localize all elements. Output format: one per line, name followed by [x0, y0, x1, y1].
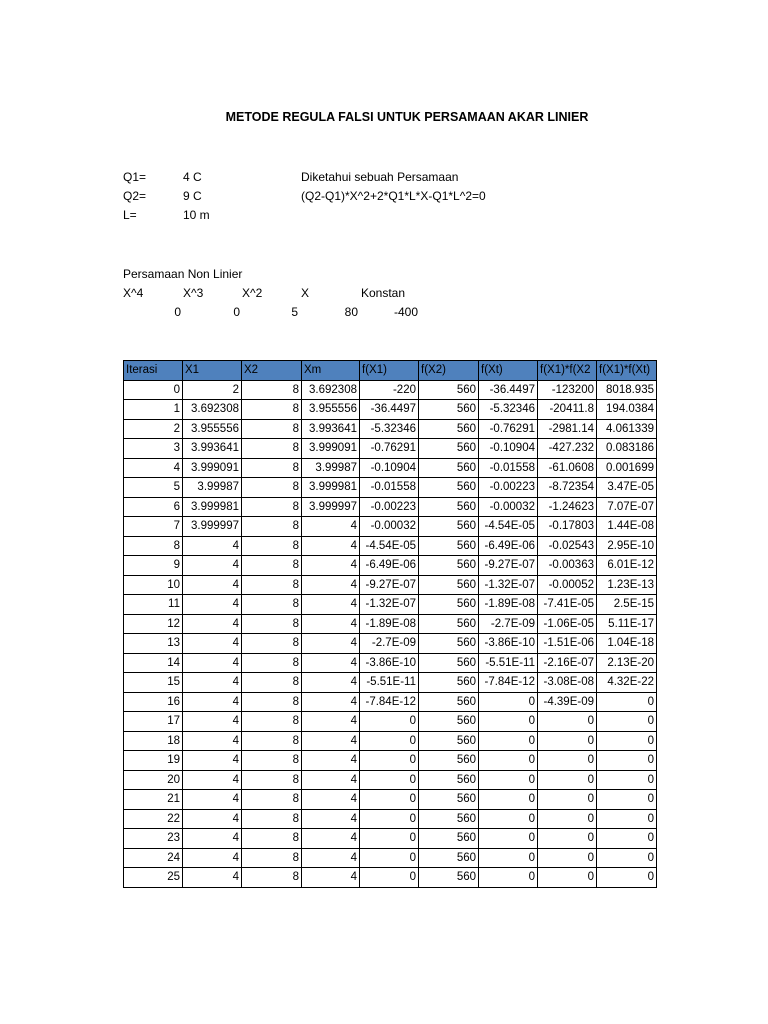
- table-cell: 8: [242, 790, 302, 810]
- table-cell: -1.32E-07: [360, 595, 419, 615]
- table-cell: 560: [419, 848, 479, 868]
- table-cell: 1.23E-13: [597, 575, 657, 595]
- table-cell: 5: [124, 478, 183, 498]
- table-cell: 0: [479, 731, 538, 751]
- table-cell: 0.001699: [597, 458, 657, 478]
- table-cell: 8: [242, 712, 302, 732]
- table-cell: 560: [419, 712, 479, 732]
- table-cell: 560: [419, 439, 479, 459]
- table-cell: 4: [302, 848, 360, 868]
- table-cell: 560: [419, 751, 479, 771]
- table-cell: 5.11E-17: [597, 614, 657, 634]
- table-row: [124, 536, 657, 556]
- column-header: f(Xt): [479, 361, 538, 381]
- table-row: [124, 439, 657, 459]
- table-cell: 0: [597, 790, 657, 810]
- table-cell: 4: [302, 595, 360, 615]
- table-row: [124, 790, 657, 810]
- table-cell: -6.49E-06: [479, 536, 538, 556]
- table-cell: 0: [538, 731, 597, 751]
- table-cell: 0: [538, 712, 597, 732]
- table-cell: 2: [183, 380, 242, 400]
- table-cell: 560: [419, 419, 479, 439]
- term-x2: X^2: [242, 286, 263, 300]
- param-value-l: 10 m: [183, 208, 210, 222]
- table-cell: 3.999981: [302, 478, 360, 498]
- table-cell: 13: [124, 634, 183, 654]
- column-header: f(X1): [360, 361, 419, 381]
- table-cell: 4: [302, 751, 360, 771]
- table-cell: 0: [360, 790, 419, 810]
- table-cell: 0: [538, 868, 597, 888]
- table-cell: 0: [597, 848, 657, 868]
- table-cell: -36.4497: [360, 400, 419, 420]
- table-cell: 560: [419, 380, 479, 400]
- column-header: f(X1)*f(X2: [538, 361, 597, 381]
- table-cell: 8: [242, 497, 302, 517]
- table-cell: -4.54E-05: [360, 536, 419, 556]
- table-cell: -0.10904: [479, 439, 538, 459]
- table-cell: 4: [183, 595, 242, 615]
- table-cell: 4: [302, 692, 360, 712]
- table-cell: 20: [124, 770, 183, 790]
- table-cell: 4: [302, 829, 360, 849]
- table-cell: 0: [479, 848, 538, 868]
- table-cell: -3.86E-10: [479, 634, 538, 654]
- table-cell: 4: [183, 790, 242, 810]
- table-cell: -0.00223: [479, 478, 538, 498]
- table-cell: 4: [183, 770, 242, 790]
- coef-x2: 5: [291, 305, 298, 319]
- table-row: [124, 848, 657, 868]
- table-cell: 560: [419, 614, 479, 634]
- table-cell: 560: [419, 692, 479, 712]
- table-header-row: [124, 361, 657, 381]
- table-cell: 8: [242, 673, 302, 693]
- table-cell: 7.07E-07: [597, 497, 657, 517]
- table-cell: 8: [242, 478, 302, 498]
- table-cell: -2981.14: [538, 419, 597, 439]
- table-cell: -3.08E-08: [538, 673, 597, 693]
- table-cell: 8: [242, 634, 302, 654]
- table-cell: 0: [479, 868, 538, 888]
- table-cell: 4: [183, 556, 242, 576]
- table-cell: 560: [419, 673, 479, 693]
- table-cell: 8: [242, 458, 302, 478]
- table-row: [124, 712, 657, 732]
- column-header: f(X2): [419, 361, 479, 381]
- table-cell: 8: [242, 868, 302, 888]
- coef-x: 80: [344, 305, 358, 319]
- table-cell: 3.99987: [183, 478, 242, 498]
- table-cell: 3.999981: [183, 497, 242, 517]
- table-cell: 4: [183, 575, 242, 595]
- table-cell: 0: [538, 829, 597, 849]
- table-cell: -1.51E-06: [538, 634, 597, 654]
- table-cell: -2.16E-07: [538, 653, 597, 673]
- table-cell: 560: [419, 478, 479, 498]
- table-row: [124, 731, 657, 751]
- table-cell: -5.51E-11: [360, 673, 419, 693]
- table-cell: -0.02543: [538, 536, 597, 556]
- table-cell: 0: [538, 790, 597, 810]
- table-cell: 8: [242, 809, 302, 829]
- table-cell: 560: [419, 731, 479, 751]
- table-cell: 560: [419, 790, 479, 810]
- table-cell: -1.06E-05: [538, 614, 597, 634]
- column-header: Iterasi: [124, 361, 183, 381]
- table-cell: 560: [419, 400, 479, 420]
- table-cell: 3.692308: [302, 380, 360, 400]
- table-row: [124, 614, 657, 634]
- table-row: [124, 575, 657, 595]
- table-cell: 0: [479, 770, 538, 790]
- table-cell: 0: [479, 692, 538, 712]
- table-cell: 6: [124, 497, 183, 517]
- table-row: [124, 770, 657, 790]
- table-cell: 560: [419, 575, 479, 595]
- table-cell: 0: [597, 692, 657, 712]
- column-header: Xm: [302, 361, 360, 381]
- table-cell: 0: [124, 380, 183, 400]
- table-cell: -0.00223: [360, 497, 419, 517]
- table-cell: -7.84E-12: [360, 692, 419, 712]
- table-cell: 0: [597, 868, 657, 888]
- table-cell: 8: [242, 751, 302, 771]
- table-cell: 2: [124, 419, 183, 439]
- table-cell: 0: [597, 770, 657, 790]
- table-cell: 0: [360, 868, 419, 888]
- equation-formula: (Q2-Q1)*X^2+2*Q1*L*X-Q1*L^2=0: [301, 189, 486, 203]
- table-cell: 4: [183, 712, 242, 732]
- table-cell: 4: [183, 634, 242, 654]
- table-cell: 4: [302, 634, 360, 654]
- table-cell: -0.76291: [360, 439, 419, 459]
- table-cell: 8: [124, 536, 183, 556]
- table-cell: 4: [302, 556, 360, 576]
- table-cell: 8: [242, 614, 302, 634]
- table-cell: -5.32346: [360, 419, 419, 439]
- table-cell: 22: [124, 809, 183, 829]
- table-cell: 8: [242, 829, 302, 849]
- coef-x4: 0: [174, 305, 181, 319]
- table-cell: 8: [242, 692, 302, 712]
- table-cell: 8: [242, 556, 302, 576]
- table-cell: -0.00052: [538, 575, 597, 595]
- table-cell: -0.00363: [538, 556, 597, 576]
- table-cell: 0: [360, 731, 419, 751]
- table-cell: 194.0384: [597, 400, 657, 420]
- table-cell: 560: [419, 809, 479, 829]
- table-cell: 0: [360, 770, 419, 790]
- table-cell: 560: [419, 829, 479, 849]
- table-row: [124, 517, 657, 537]
- table-cell: -123200: [538, 380, 597, 400]
- table-cell: 8: [242, 731, 302, 751]
- table-cell: -1.89E-08: [479, 595, 538, 615]
- table-cell: 15: [124, 673, 183, 693]
- table-cell: 2.13E-20: [597, 653, 657, 673]
- table-cell: 4.32E-22: [597, 673, 657, 693]
- param-label-q1: Q1=: [123, 170, 147, 184]
- nonlinear-heading: Persamaan Non Linier: [123, 267, 243, 281]
- table-cell: 560: [419, 556, 479, 576]
- table-cell: 4: [302, 790, 360, 810]
- table-cell: 8: [242, 400, 302, 420]
- table-cell: 8: [242, 439, 302, 459]
- table-cell: -0.01558: [479, 458, 538, 478]
- table-cell: 2.5E-15: [597, 595, 657, 615]
- table-cell: 8: [242, 770, 302, 790]
- param-label-q2: Q2=: [123, 189, 147, 203]
- table-cell: -0.17803: [538, 517, 597, 537]
- param-label-l: L=: [123, 208, 137, 222]
- table-cell: 12: [124, 614, 183, 634]
- table-cell: 4: [183, 829, 242, 849]
- table-cell: 0: [360, 712, 419, 732]
- table-cell: 8: [242, 653, 302, 673]
- table-cell: 4: [302, 868, 360, 888]
- table-cell: 4: [183, 731, 242, 751]
- table-cell: 0: [597, 712, 657, 732]
- table-cell: -0.00032: [360, 517, 419, 537]
- table-row: [124, 419, 657, 439]
- table-cell: -0.01558: [360, 478, 419, 498]
- table-cell: 4: [302, 653, 360, 673]
- table-cell: 1.44E-08: [597, 517, 657, 537]
- table-cell: -1.24623: [538, 497, 597, 517]
- table-cell: 21: [124, 790, 183, 810]
- table-cell: 0: [538, 809, 597, 829]
- table-body: [124, 380, 657, 887]
- table-cell: 560: [419, 868, 479, 888]
- table-cell: 3.999091: [183, 458, 242, 478]
- term-x: X: [301, 286, 310, 300]
- table-row: [124, 478, 657, 498]
- table-cell: -427.232: [538, 439, 597, 459]
- table-cell: 4: [302, 731, 360, 751]
- table-cell: 3.993641: [302, 419, 360, 439]
- table-cell: 0: [479, 790, 538, 810]
- table-row: [124, 809, 657, 829]
- table-cell: -2.7E-09: [479, 614, 538, 634]
- table-cell: 560: [419, 536, 479, 556]
- table-row: [124, 634, 657, 654]
- table-cell: 4: [183, 809, 242, 829]
- table-cell: 0: [479, 751, 538, 771]
- table-cell: 3: [124, 439, 183, 459]
- table-cell: -4.39E-09: [538, 692, 597, 712]
- table-cell: 560: [419, 517, 479, 537]
- table-cell: -0.10904: [360, 458, 419, 478]
- table-cell: 0: [360, 848, 419, 868]
- table-cell: -7.41E-05: [538, 595, 597, 615]
- table-cell: 1: [124, 400, 183, 420]
- table-cell: 4: [302, 673, 360, 693]
- term-konstan: Konstan: [361, 286, 406, 300]
- table-cell: 4: [183, 692, 242, 712]
- table-cell: 4.061339: [597, 419, 657, 439]
- table-cell: 4: [302, 536, 360, 556]
- table-cell: -1.89E-08: [360, 614, 419, 634]
- table-cell: 8018.935: [597, 380, 657, 400]
- table-cell: 0: [597, 731, 657, 751]
- table-cell: 0: [360, 809, 419, 829]
- table-cell: 4: [302, 809, 360, 829]
- equation-heading: Diketahui sebuah Persamaan: [301, 170, 459, 184]
- table-cell: 18: [124, 731, 183, 751]
- table-cell: 3.999091: [302, 439, 360, 459]
- table-cell: -7.84E-12: [479, 673, 538, 693]
- table-cell: 0.083186: [597, 439, 657, 459]
- table-cell: 0: [360, 829, 419, 849]
- table-cell: 10: [124, 575, 183, 595]
- table-cell: -61.0608: [538, 458, 597, 478]
- table-cell: 4: [183, 536, 242, 556]
- table-cell: 3.955556: [183, 419, 242, 439]
- table-cell: 0: [538, 848, 597, 868]
- coef-x3: 0: [233, 305, 240, 319]
- table-cell: 24: [124, 848, 183, 868]
- column-header: f(X1)*f(Xt): [597, 361, 657, 381]
- table-cell: 19: [124, 751, 183, 771]
- table-cell: -0.76291: [479, 419, 538, 439]
- table-cell: -8.72354: [538, 478, 597, 498]
- table-cell: 0: [597, 829, 657, 849]
- table-cell: 560: [419, 458, 479, 478]
- table-cell: 4: [302, 770, 360, 790]
- table-cell: 4: [302, 614, 360, 634]
- table-row: [124, 868, 657, 888]
- table-cell: -2.7E-09: [360, 634, 419, 654]
- table-cell: 0: [479, 829, 538, 849]
- table-cell: 3.993641: [183, 439, 242, 459]
- term-x4: X^4: [123, 286, 144, 300]
- table-cell: 4: [124, 458, 183, 478]
- table-cell: -6.49E-06: [360, 556, 419, 576]
- table-cell: 3.99987: [302, 458, 360, 478]
- table-cell: -4.54E-05: [479, 517, 538, 537]
- table-cell: 3.692308: [183, 400, 242, 420]
- table-cell: 4: [183, 673, 242, 693]
- term-x3: X^3: [183, 286, 204, 300]
- table-row: [124, 556, 657, 576]
- param-value-q1: 4 C: [183, 170, 202, 184]
- table-cell: 0: [538, 751, 597, 771]
- table-row: [124, 829, 657, 849]
- table-cell: 8: [242, 575, 302, 595]
- table-row: [124, 673, 657, 693]
- table-cell: 4: [302, 712, 360, 732]
- table-row: [124, 595, 657, 615]
- table-cell: -9.27E-07: [360, 575, 419, 595]
- table-row: [124, 653, 657, 673]
- table-cell: -5.51E-11: [479, 653, 538, 673]
- table-row: [124, 400, 657, 420]
- table-row: [124, 497, 657, 517]
- table-cell: 14: [124, 653, 183, 673]
- table-cell: 3.47E-05: [597, 478, 657, 498]
- table-cell: 8: [242, 848, 302, 868]
- table-cell: 560: [419, 653, 479, 673]
- param-value-q2: 9 C: [183, 189, 202, 203]
- table-cell: 4: [183, 848, 242, 868]
- table-cell: 560: [419, 497, 479, 517]
- table-cell: 4: [183, 653, 242, 673]
- iteration-table: [123, 360, 657, 888]
- table-cell: 0: [479, 712, 538, 732]
- table-cell: -5.32346: [479, 400, 538, 420]
- table-row: [124, 751, 657, 771]
- table-cell: 0: [538, 770, 597, 790]
- table-cell: -1.32E-07: [479, 575, 538, 595]
- table-row: [124, 458, 657, 478]
- table-cell: 11: [124, 595, 183, 615]
- table-cell: 7: [124, 517, 183, 537]
- table-cell: 4: [183, 868, 242, 888]
- table-cell: 560: [419, 595, 479, 615]
- table-cell: 0: [360, 751, 419, 771]
- table-cell: -36.4497: [479, 380, 538, 400]
- table-row: [124, 692, 657, 712]
- table-cell: -220: [360, 380, 419, 400]
- table-cell: 4: [302, 575, 360, 595]
- table-cell: 2.95E-10: [597, 536, 657, 556]
- table-cell: 0: [479, 809, 538, 829]
- table-cell: 4: [302, 517, 360, 537]
- table-cell: -3.86E-10: [360, 653, 419, 673]
- column-header: X2: [242, 361, 302, 381]
- document-title: METODE REGULA FALSI UNTUK PERSAMAAN AKAR LINIER: [225, 110, 589, 124]
- table-cell: 17: [124, 712, 183, 732]
- table-cell: -9.27E-07: [479, 556, 538, 576]
- column-header: X1: [183, 361, 242, 381]
- table-cell: 23: [124, 829, 183, 849]
- table-cell: 560: [419, 634, 479, 654]
- table-cell: 8: [242, 536, 302, 556]
- table-cell: 3.999997: [302, 497, 360, 517]
- coef-konstan: -400: [393, 305, 418, 319]
- table-cell: 25: [124, 868, 183, 888]
- table-cell: 0: [597, 809, 657, 829]
- table-cell: 1.04E-18: [597, 634, 657, 654]
- table-cell: 4: [183, 751, 242, 771]
- table-cell: 8: [242, 595, 302, 615]
- table-cell: -0.00032: [479, 497, 538, 517]
- table-cell: 560: [419, 770, 479, 790]
- table-cell: 3.999997: [183, 517, 242, 537]
- table-cell: 16: [124, 692, 183, 712]
- table-cell: 8: [242, 419, 302, 439]
- table-cell: 0: [597, 751, 657, 771]
- table-cell: 4: [183, 614, 242, 634]
- table-cell: -20411.8: [538, 400, 597, 420]
- table-row: [124, 380, 657, 400]
- table-cell: 6.01E-12: [597, 556, 657, 576]
- table-cell: 3.955556: [302, 400, 360, 420]
- table-cell: 8: [242, 380, 302, 400]
- table-cell: 8: [242, 517, 302, 537]
- table-cell: 9: [124, 556, 183, 576]
